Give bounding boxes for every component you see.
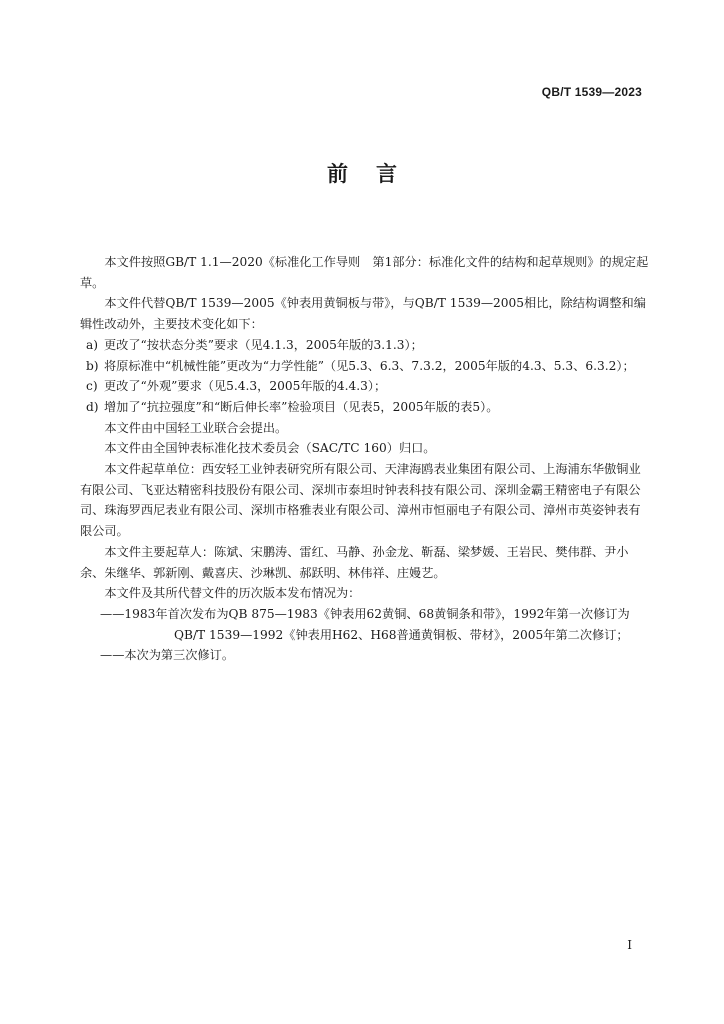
item-marker: c) (86, 379, 98, 394)
item-text: 将原标准中“机械性能”更改为“力学性能”（见5.3、6.3、7.3.2，2005年版的4.3、5.3、6.3.2）； (104, 358, 635, 373)
paragraph-drafting-basis: 本文件按照GB/T 1.1—2020《标准化工作导则 第1部分：标准化文件的结构和起草规则》的规定起草。 (80, 255, 649, 290)
history-item: ——本次为第三次修订。 (100, 648, 235, 663)
change-item (80, 335, 650, 356)
change-item (80, 356, 650, 377)
history-item-continuation: QB/T 1539—1992《钟表用H62、H68普通黄铜板、带材》，2005年第二次修订； (174, 627, 629, 642)
history-item: ——1983年首次发布为QB 875—1983《钟表用62黄铜、68黄铜条和带》，1992年第一次修订为 (100, 606, 630, 621)
item-text: 更改了“按状态分类”要求（见4.1.3，2005年版的3.1.3）； (104, 337, 423, 352)
paragraph-replacement: 本文件代替QB/T 1539—2005《钟表用黄铜板与带》，与QB/T 1539—2005相比，除结构调整和编辑性改动外，主要技术变化如下： (80, 296, 646, 332)
item-marker: a) (86, 337, 99, 352)
paragraph-proposer: 本文件由中国轻工业联合会提出。 (104, 420, 288, 435)
document-code: QB/T 1539—2023 (541, 85, 642, 99)
page-number: I (627, 938, 632, 952)
paragraph-drafters: 本文件主要起草人：陈斌、宋鹏涛、雷红、马静、孙金龙、靳磊、梁梦媛、王岩民、樊伟群、尹小余、朱继华、郭新刚、戴喜庆、沙琳凯、郝跃明、林伟祥、庄嫚艺。 (80, 544, 629, 580)
paragraph-drafting-units: 本文件起草单位：西安轻工业钟表研究所有限公司、天津海鸥表业集团有限公司、上海浦东华傲铜业有限公司、飞亚达精密科技股份有限公司、深圳市泰坦时钟表科技有限公司、深圳金霸王精密电子有限公司、珠海罗西尼表业有限公司、深圳市格雅表业有限公司、漳州市恒丽电子有限公司、漳州市英姿钟表有限公司。 (80, 462, 641, 539)
change-item (80, 376, 650, 397)
item-marker: d) (86, 399, 99, 414)
page-title: 前言 (327, 162, 425, 186)
item-marker: b) (86, 358, 99, 373)
paragraph-committee: 本文件由全国钟表标准化技术委员会（SAC/TC 160）归口。 (104, 441, 436, 456)
paragraph-history-intro: 本文件及其所代替文件的历次版本发布情况为： (104, 586, 361, 601)
change-item (80, 397, 650, 418)
foreword-body (80, 252, 650, 666)
item-text: 更改了“外观”要求（见5.4.3，2005年版的4.4.3）； (104, 379, 387, 394)
item-text: 增加了“抗拉强度”和“断后伸长率”检验项目（见表5，2005年版的表5）。 (104, 399, 499, 414)
